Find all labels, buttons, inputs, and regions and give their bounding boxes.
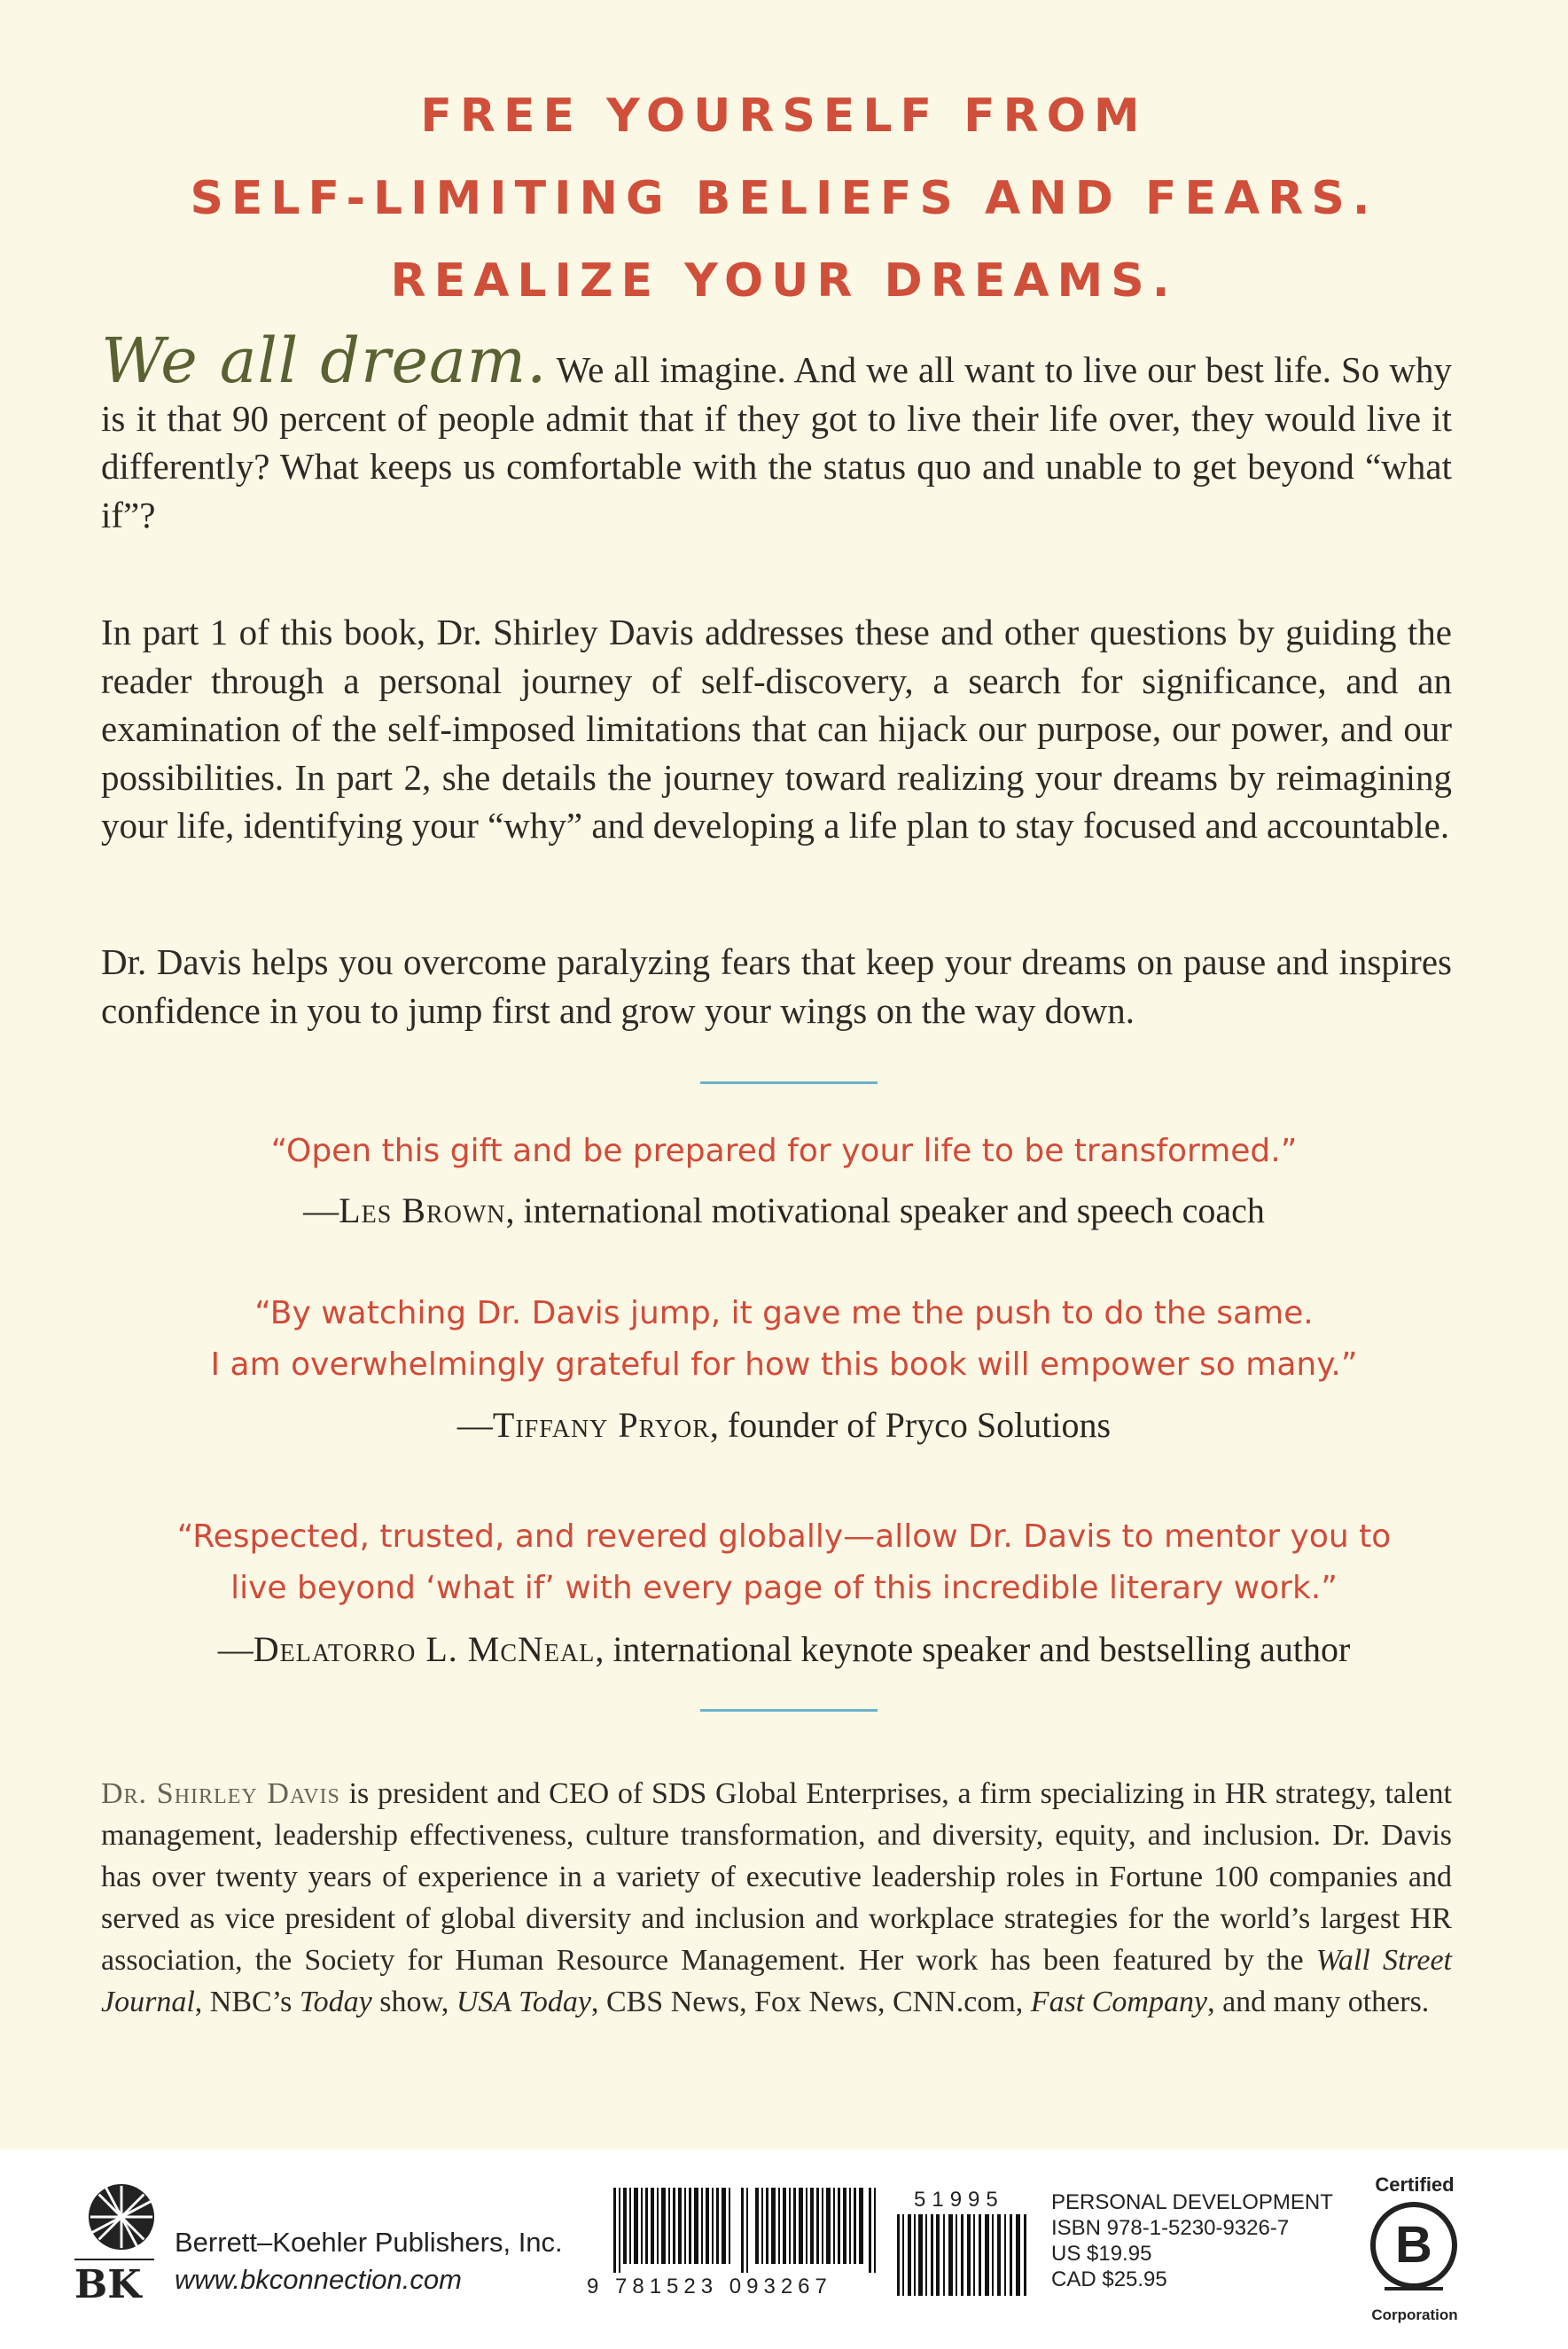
quote-line: “By watching Dr. Davis jump, it gave me the push to do the same. <box>254 1295 1314 1331</box>
endorser-role: , founder of Pryco Solutions <box>709 1405 1112 1445</box>
book-isbn: ISBN 978-1-5230-9326-7 <box>1051 2216 1290 2240</box>
divider-rule <box>700 1709 878 1712</box>
bio-publication: Today <box>299 1986 372 2018</box>
description-paragraph: In part 1 of this book, Dr. Shirley Davis addresses these and other questions by guiding the reader through a personal journey of self-discovery, a search for significance, and an examination of the self-imposed limitations that can hijack our purpose, our power, and our possibilities. In part 2, she details the journey toward realizing your dreams by reimagining your life, identifying your “why” and developing a life plan to stay focused and accountable. <box>101 612 1452 846</box>
author-bio <box>101 1773 1452 2023</box>
publisher-name: Berrett–Koehler Publishers, Inc. <box>175 2227 563 2258</box>
bio-text: , and many others. <box>1207 1986 1430 2018</box>
headline <box>0 75 1568 323</box>
bio-text: , NBC’s <box>194 1986 300 2018</box>
closing-paragraph: Dr. Davis helps you overcome paralyzing fears that keep your dreams on pause and inspires confidence in you to jump first and grow your wings on the way down. <box>101 941 1452 1031</box>
publisher-logo-icon <box>87 2182 156 2251</box>
bio-text: is president and CEO of SDS Global Enterprises, a firm specializing in HR strategy, talent management, leadership effectiveness, culture transformation, and diversity, equity, and inclusion. Dr. Davis has over twenty years of experience in a variety of executive leadership roles in Fortune 100 companies and served as vice president of global diversity and inclusion and workplace strategies for the world’s largest HR association, the Society for Human Resource Management. Her work has been featured by the <box>101 1777 1452 1977</box>
divider-rule <box>700 1081 878 1084</box>
endorser-name: Delatorro L. McNeal <box>253 1629 596 1669</box>
price-us: US $19.95 <box>1051 2242 1152 2266</box>
endorser-name: Tiffany Pryor <box>492 1405 710 1445</box>
headline-line-2: SELF-LIMITING BELIEFS AND FEARS. <box>190 172 1378 225</box>
endorser-role: , international keynote speaker and bestselling author <box>595 1629 1351 1669</box>
bcorp-letter: B <box>1395 2216 1432 2274</box>
quote-line: “Respected, trusted, and revered globally—allow Dr. Davis to mentor you to <box>176 1518 1392 1555</box>
endorsement-quote-2 <box>0 1288 1568 1391</box>
intro-paragraph <box>101 324 1452 539</box>
headline-line-1: FREE YOURSELF FROM <box>420 90 1148 143</box>
bcorp-certified-label: Certified <box>1375 2173 1455 2196</box>
endorsement-attribution-2 <box>0 1401 1568 1450</box>
isbn-barcode-icon <box>613 2188 878 2273</box>
bcorp-logo-icon <box>1367 2198 1461 2292</box>
book-info <box>1051 2189 1333 2292</box>
bio-publication: Wall Street Journal <box>101 1944 1452 2018</box>
book-category: PERSONAL DEVELOPMENT <box>1051 2190 1333 2214</box>
publisher-website[interactable]: www.bkconnection.com <box>175 2264 462 2295</box>
bio-publication: Fast Company <box>1030 1986 1208 2018</box>
attribution-dash: — <box>456 1405 493 1445</box>
bio-text: show, <box>371 1986 456 2018</box>
bcorp-corporation-label: Corporation <box>1371 2306 1458 2323</box>
bio-publication: USA Today <box>456 1986 591 2018</box>
endorsement-attribution-1 <box>0 1186 1568 1236</box>
intro-text: We all imagine. And we all want to live our best life. So why is it that 90 percent of people admit that if they got to live their life over, they would live it differently? What keeps us comfortable with the status quo and unable to get beyond “what if”? <box>101 349 1452 535</box>
price-cad: CAD $25.95 <box>1051 2267 1167 2291</box>
attribution-dash: — <box>217 1629 254 1669</box>
logo-underline <box>74 2259 154 2260</box>
barcode-digits: 9 781523 093267 <box>587 2275 832 2298</box>
price-barcode-icon <box>897 2214 1030 2296</box>
bio-text: , CBS News, Fox News, CNN.com, <box>590 1986 1031 2018</box>
script-lead: We all dream. <box>101 324 548 397</box>
author-name: Dr. Shirley Davis <box>101 1777 340 1810</box>
quote-line: “Open this gift and be prepared for your life to be transformed.” <box>270 1133 1298 1169</box>
endorsement-quote-3 <box>0 1511 1568 1614</box>
price-code: 51995 <box>914 2188 1004 2212</box>
endorser-role: , international motivational speaker and speech coach <box>505 1190 1265 1230</box>
quote-line: live beyond ‘what if’ with every page of this incredible literary work.” <box>230 1570 1338 1606</box>
endorsement-quote-1 <box>0 1126 1568 1177</box>
quote-line: I am overwhelmingly grateful for how this book will empower so many.” <box>210 1346 1358 1383</box>
endorser-name: Les Brown <box>339 1190 506 1230</box>
publisher-logo-text: BK <box>74 2262 142 2307</box>
attribution-dash: — <box>303 1190 339 1230</box>
headline-line-3: REALIZE YOUR DREAMS. <box>390 254 1178 308</box>
endorsement-attribution-3 <box>0 1625 1568 1674</box>
